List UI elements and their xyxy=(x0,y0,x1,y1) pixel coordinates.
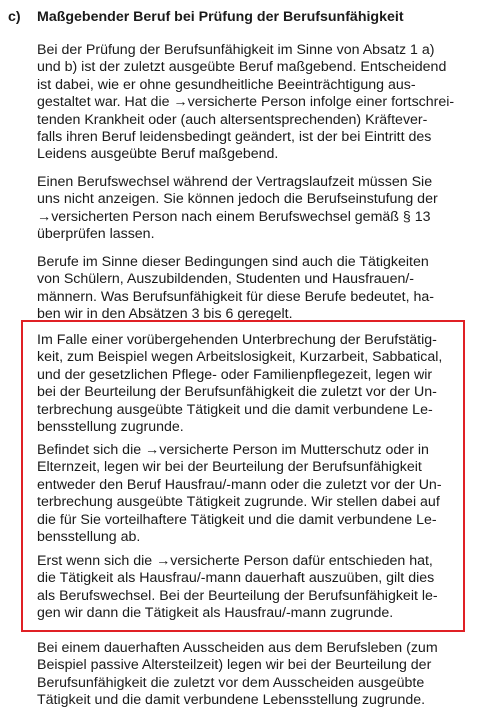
paragraph-career-change: Einen Berufswechsel während der Vertragslaufzeit müssen Sie uns nicht anzeigen. Sie können jedoch die Berufseinstufung der →versicherten Person nach einem Berufswechsel gemäß § 13 überprüfen lassen. xyxy=(37,174,438,243)
highlight-box xyxy=(21,320,465,632)
paragraph-temporary-interruption: Im Falle einer vorübergehenden Unterbrechung der Berufstätig- keit, zum Beispiel wegen Arbeitslosigkeit, Kurzarbeit, Sabbatical, und der gesetzlichen Pflege- oder Familienpflegezeit, legen wir bei der Beurteilung der Berufsunfähigkeit die zuletzt vor der Un- terbrechung ausgeübte Tätigkeit und die damit verbundene Le- bensstellung zugrunde. xyxy=(37,332,443,436)
paragraph-maternity-leave: Befindet sich die →versicherte Person im Mutterschutz oder in Elternzeit, legen wir bei der Beurteilung der Berufsunfähigkeit entweder den Beruf Hausfrau/-mann oder die zuletzt vor der Un- terbrechung ausgeübte Tätigkeit zugrunde. Wir stellen dabei auf die für Sie vorteilhaftere Tätigkeit und die damit verbundene Le- bensstellung ab. xyxy=(37,442,442,546)
paragraph-professions-definition: Berufe im Sinne dieser Bedingungen sind auch die Tätigkeiten von Schülern, Auszubildenden, Studenten und Hausfrauen/- männern. Was Berufsunfähigkeit für diese Berufe bedeutet, ha- ben wir in den Absätzen 3 bis 6 geregelt. xyxy=(37,254,434,323)
paragraph-homemaker-change: Erst wenn sich die →versicherte Person dafür entschieden hat, die Tätigkeit als Hausfrau/-mann dauerhaft auszuüben, gilt dies als Berufswechsel. Bei der Beurteilung der Berufsunfähigkeit le- gen wir dann die Tätigkeit als Hausfrau/-mann zugrunde. xyxy=(37,553,438,622)
paragraph-permanent-retirement: Bei einem dauerhaften Ausscheiden aus dem Berufsleben (zum Beispiel passive Altersteilzeit) legen wir bei der Beurteilung der Berufsunfähigkeit die zuletzt vor dem Ausscheiden ausgeübte Tätigkeit und die damit verbundene Lebensstellung zugrunde. xyxy=(37,640,438,709)
paragraph-relevant-profession: Bei der Prüfung der Berufsunfähigkeit im Sinne von Absatz 1 a) und b) ist der zuletzt ausgeübte Beruf maßgebend. Entscheidend ist dabei, wie er ohne gesundheitliche Beeinträchtigung aus- gestaltet war. Hat die →versicherte Person infolge einer fortschrei- tenden Krankheit oder (auch altersentsprechenden) Kräftever- falls ihren Beruf leidensbedingt geändert, ist der bei Eintritt des Leidens ausgeübte Beruf maßgebend. xyxy=(37,42,455,163)
section-label: c) xyxy=(8,9,21,25)
section-heading: Maßgebender Beruf bei Prüfung der Berufsunfähigkeit xyxy=(37,9,404,25)
